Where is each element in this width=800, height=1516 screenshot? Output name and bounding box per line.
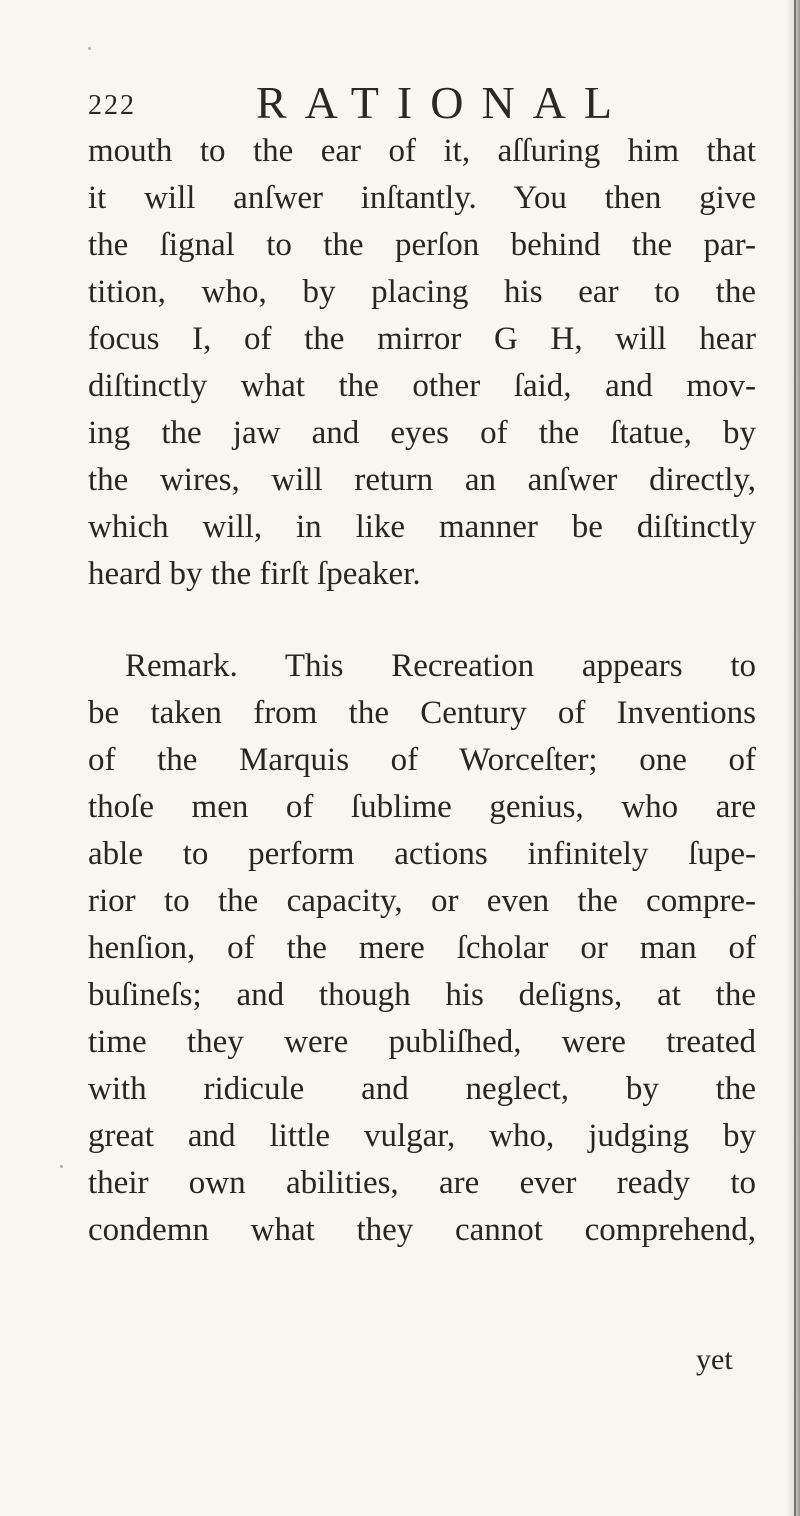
text-line: rior to the capacity, or even the compre- <box>88 883 756 919</box>
paragraph-gap <box>88 598 756 643</box>
page-number: 222 <box>88 90 136 121</box>
text-line: henſion, of the mere ſcholar or man of <box>88 930 756 966</box>
text-line: diſtinctly what the other ſaid, and mov- <box>88 368 756 404</box>
page-header <box>88 74 738 134</box>
text-line: the wires, will return an anſwer directly, <box>88 462 756 498</box>
text-line: with ridicule and neglect, by the <box>88 1071 756 1107</box>
text-line: the ſignal to the perſon behind the par- <box>88 227 756 263</box>
catchword: yet <box>696 1343 733 1376</box>
text-line: great and little vulgar, who, judging by <box>88 1118 756 1154</box>
text-line: be taken from the Century of Inventions <box>88 695 756 731</box>
running-head: RATIONAL <box>256 77 630 128</box>
text-line: time they were publiſhed, were treated <box>88 1024 756 1060</box>
text-line: Remark. This Recreation appears to <box>125 648 756 684</box>
text-line: heard by the firſt ſpeaker. <box>88 556 421 592</box>
text-line: of the Marquis of Worceſter; one of <box>88 742 756 778</box>
page-edge-line <box>794 0 796 1516</box>
text-line: focus I, of the mirror G H, will hear <box>88 321 756 357</box>
text-line: condemn what they cannot comprehend, <box>88 1212 756 1248</box>
text-line: which will, in like manner be diſtinctly <box>88 509 756 545</box>
text-line: buſineſs; and though his deſigns, at the <box>88 977 756 1013</box>
paper-speck <box>60 1165 63 1168</box>
paper-speck <box>88 47 91 50</box>
text-line: mouth to the ear of it, aſſuring him that <box>88 133 756 169</box>
text-line: their own abilities, are ever ready to <box>88 1165 756 1201</box>
text-line: able to perform actions infinitely ſupe- <box>88 836 756 872</box>
text-line: ing the jaw and eyes of the ſtatue, by <box>88 415 756 451</box>
text-line: thoſe men of ſublime genius, who are <box>88 789 756 825</box>
text-line: tition, who, by placing his ear to the <box>88 274 756 310</box>
body-text <box>88 128 756 1254</box>
text-line: it will anſwer inſtantly. You then give <box>88 180 756 216</box>
page-edge-shadow <box>786 0 800 1516</box>
paper-speck <box>214 668 217 671</box>
